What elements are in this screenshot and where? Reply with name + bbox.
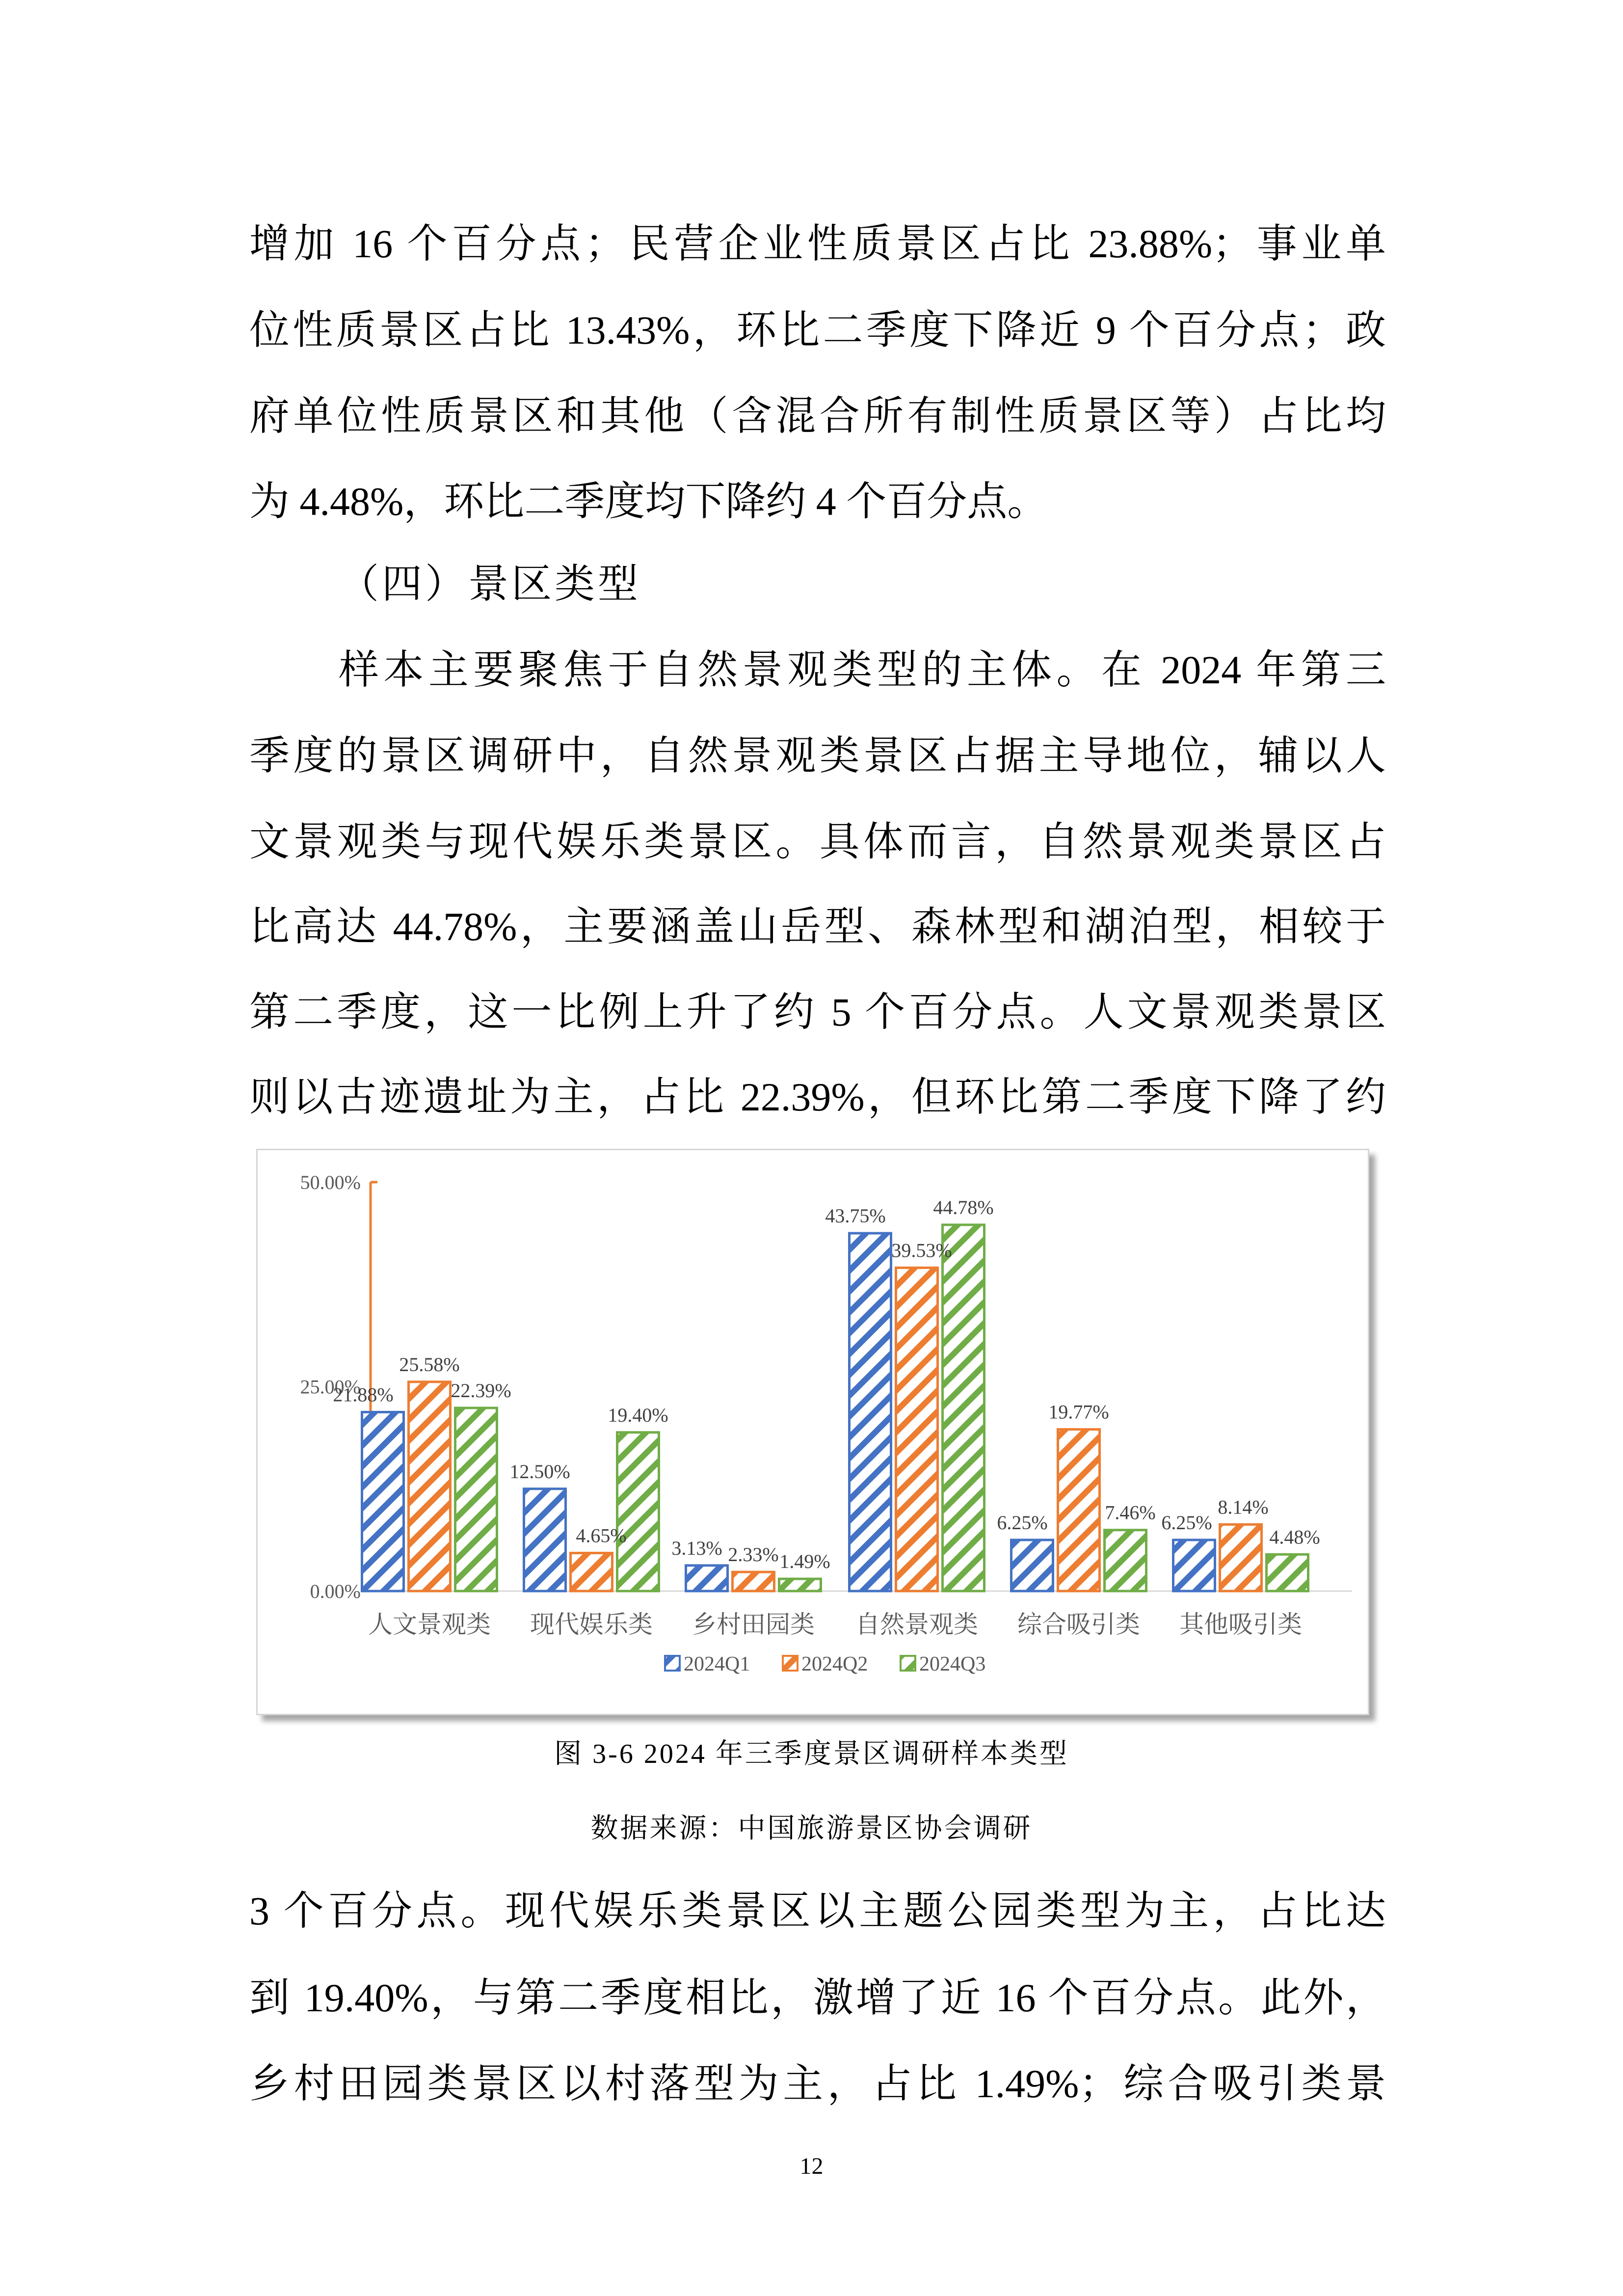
body-text-line: 样本主要聚焦于自然景观类型的主体。在 2024 年第三 <box>339 648 1386 692</box>
body-text-line: 府单位性质景区和其他（含混合所有制性质景区等）占比均 <box>249 394 1386 438</box>
x-category-label: 乡村田园类 <box>692 1611 815 1638</box>
x-category-label: 现代娱乐类 <box>530 1611 653 1638</box>
data-label: 4.48% <box>1269 1526 1320 1548</box>
body-text-line: 3 个百分点。现代娱乐类景区以主题公园类型为主，占比达 <box>249 1889 1386 1933</box>
bar-2024Q3 <box>779 1579 821 1591</box>
figure-source: 数据来源：中国旅游景区协会调研 <box>590 1813 1033 1844</box>
body-text-line: 为 4.48%，环比二季度均下降约 4 个百分点。 <box>249 479 1048 524</box>
legend-swatch-icon <box>783 1656 798 1671</box>
bar-series <box>362 1225 1308 1591</box>
bar-2024Q1 <box>850 1233 891 1591</box>
bar-2024Q3 <box>1105 1530 1146 1591</box>
legend-swatch-icon <box>901 1656 915 1671</box>
y-tick-label: 50.00% <box>300 1171 361 1193</box>
bar-2024Q2 <box>896 1268 938 1591</box>
data-label: 7.46% <box>1105 1501 1156 1524</box>
bar-2024Q3 <box>943 1225 984 1591</box>
legend-label: 2024Q3 <box>919 1653 986 1675</box>
body-text-line: 文景观类与现代娱乐类景区。具体而言，自然景观类景区占 <box>249 819 1386 864</box>
y-tick-label: 0.00% <box>310 1580 361 1602</box>
chart-canvas <box>258 1150 1368 1714</box>
x-category-label: 综合吸引类 <box>1017 1611 1140 1638</box>
bar-2024Q2 <box>733 1572 774 1591</box>
figure-caption: 图 3-6 2024 年三季度景区调研样本类型 <box>554 1739 1069 1769</box>
chart-legend <box>665 1653 985 1675</box>
bar-2024Q2 <box>571 1553 612 1591</box>
data-label: 2.33% <box>728 1543 779 1566</box>
bar-2024Q1 <box>686 1566 728 1591</box>
data-label: 6.25% <box>1161 1511 1212 1534</box>
bar-2024Q1 <box>524 1489 566 1591</box>
x-category-label: 自然景观类 <box>855 1611 978 1638</box>
body-text-line: 乡村田园类景区以村落型为主，占比 1.49%；综合吸引类景 <box>249 2061 1386 2106</box>
bar-2024Q3 <box>455 1408 497 1591</box>
data-label: 25.58% <box>399 1353 460 1376</box>
legend-swatch-icon <box>665 1656 680 1671</box>
data-label: 19.40% <box>608 1404 668 1426</box>
data-label: 1.49% <box>779 1550 830 1573</box>
data-label: 43.75% <box>825 1205 886 1227</box>
bar-chart <box>256 1149 1369 1715</box>
data-label: 39.53% <box>891 1239 952 1262</box>
data-label: 3.13% <box>671 1537 722 1559</box>
data-label: 8.14% <box>1218 1496 1269 1518</box>
data-label: 12.50% <box>509 1460 570 1483</box>
legend-label: 2024Q1 <box>684 1653 750 1675</box>
body-text-line: 增加 16 个百分点；民营企业性质景区占比 23.88%；事业单 <box>249 221 1386 266</box>
data-label: 6.25% <box>997 1511 1048 1534</box>
data-label: 19.77% <box>1048 1401 1109 1423</box>
body-text-line: 到 19.40%，与第二季度相比，激增了近 16 个百分点。此外， <box>249 1975 1386 2020</box>
section-heading: （四）景区类型 <box>339 562 641 606</box>
legend-label: 2024Q2 <box>801 1653 868 1675</box>
bar-2024Q3 <box>1267 1554 1308 1591</box>
bar-2024Q3 <box>617 1432 659 1591</box>
bar-2024Q1 <box>1011 1540 1053 1591</box>
body-text-line: 位性质景区占比 13.43%，环比二季度下降近 9 个百分点；政 <box>249 308 1386 352</box>
x-category-label: 人文景观类 <box>368 1611 491 1638</box>
page-number: 12 <box>799 2153 824 2179</box>
data-label: 44.78% <box>933 1196 994 1218</box>
body-text-line: 则以古迹遗址为主，占比 22.39%，但环比第二季度下降了约 <box>249 1075 1386 1119</box>
data-label: 22.39% <box>451 1379 511 1402</box>
bar-2024Q1 <box>1173 1540 1215 1591</box>
data-label: 21.88% <box>333 1383 394 1406</box>
bar-2024Q2 <box>1220 1524 1262 1591</box>
body-text-line: 比高达 44.78%，主要涵盖山岳型、森林型和湖泊型，相较于 <box>249 904 1386 949</box>
bar-2024Q2 <box>1058 1430 1100 1591</box>
body-text-line: 季度的景区调研中，自然景观类景区占据主导地位，辅以人 <box>249 733 1386 778</box>
bar-2024Q2 <box>409 1382 451 1591</box>
y-tick-label: 25.00% <box>300 1376 361 1398</box>
data-label: 4.65% <box>576 1524 627 1547</box>
x-axis-labels <box>368 1611 1302 1638</box>
bar-2024Q1 <box>362 1412 404 1591</box>
body-text-line: 第二季度，这一比例上升了约 5 个百分点。人文景观类景区 <box>249 990 1386 1034</box>
x-category-label: 其他吸引类 <box>1179 1611 1302 1638</box>
